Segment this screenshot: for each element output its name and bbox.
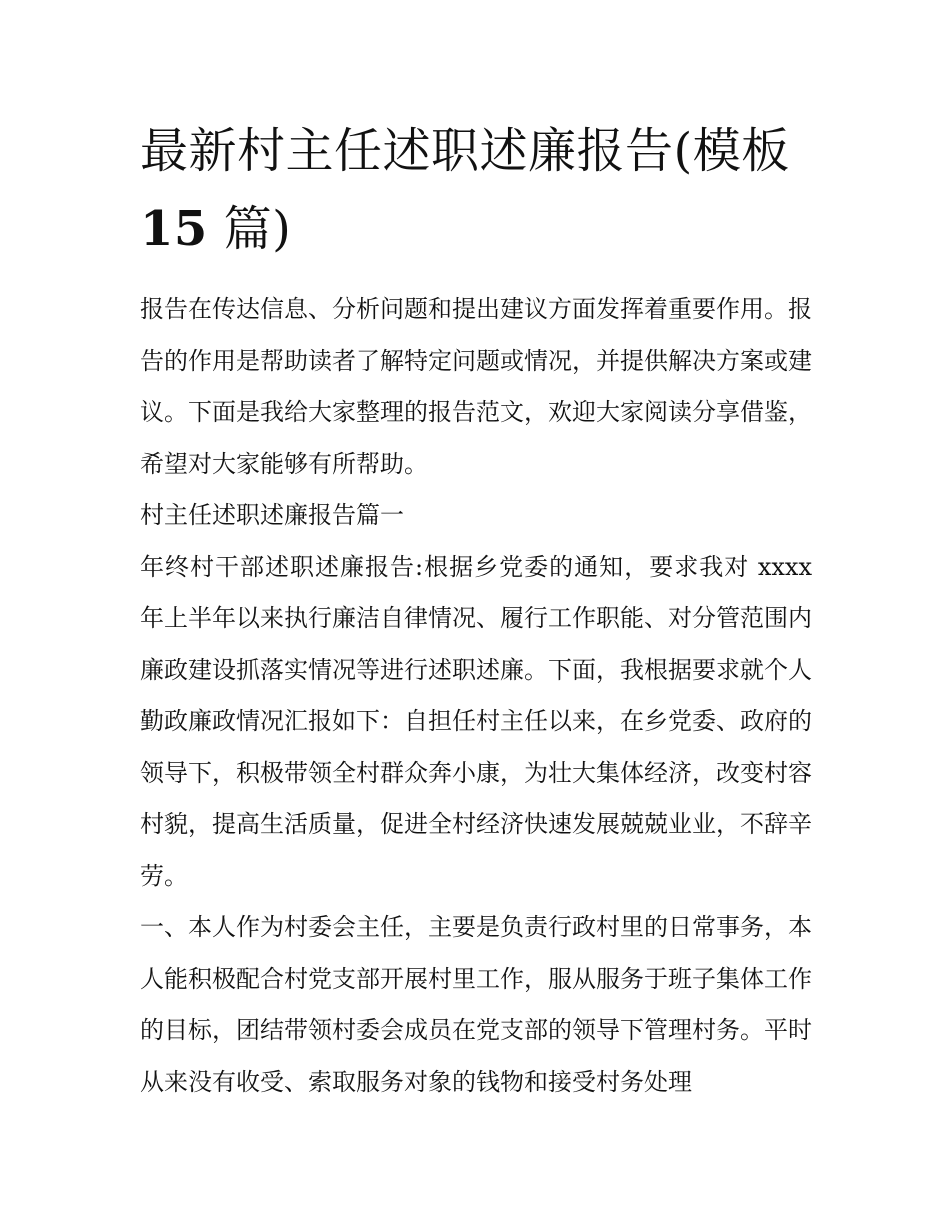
title-main: 最新村主任述职述廉报告(模板 bbox=[140, 123, 790, 179]
body-paragraph: 一、本人作为村委会主任，主要是负责行政村里的日常事务，本人能积极配合村党支部开展村里工作，服从服务于班子集体工作的目标，团结带领村委会成员在党支部的领导下管理村务。平时从来没有收受、索取服务对象的钱物和接受村务处理 bbox=[140, 913, 812, 1096]
title-tail: 篇) bbox=[223, 201, 292, 257]
intro-paragraph: 报告在传达信息、分析问题和提出建议方面发挥着重要作用。报告的作用是帮助读者了解特定问题或情况，并提供解决方案或建议。下面是我给大家整理的报告范文，欢迎大家阅读分享借鉴，希望对大家能够有所帮助。 bbox=[140, 295, 812, 478]
section-heading: 村主任述职述廉报告篇一 bbox=[140, 501, 404, 529]
document-title bbox=[140, 112, 812, 268]
body-paragraph: 年终村干部述职述廉报告:根据乡党委的通知，要求我对 xxxx 年上半年以来执行廉洁自律情况、履行工作职能、对分管范围内廉政建设抓落实情况等进行述职述廉。下面，我根据要求就个人勤政廉政情况汇报如下：自担任村主任以来，在乡党委、政府的领导下，积极带领全村群众奔小康，为壮大集体经济，改变村容村貌，提高生活质量，促进全村经济快速发展兢兢业业，不辞辛劳。 bbox=[140, 552, 812, 890]
document-body bbox=[140, 284, 812, 1108]
document-content bbox=[140, 112, 812, 1108]
title-number: 15 bbox=[140, 201, 208, 257]
